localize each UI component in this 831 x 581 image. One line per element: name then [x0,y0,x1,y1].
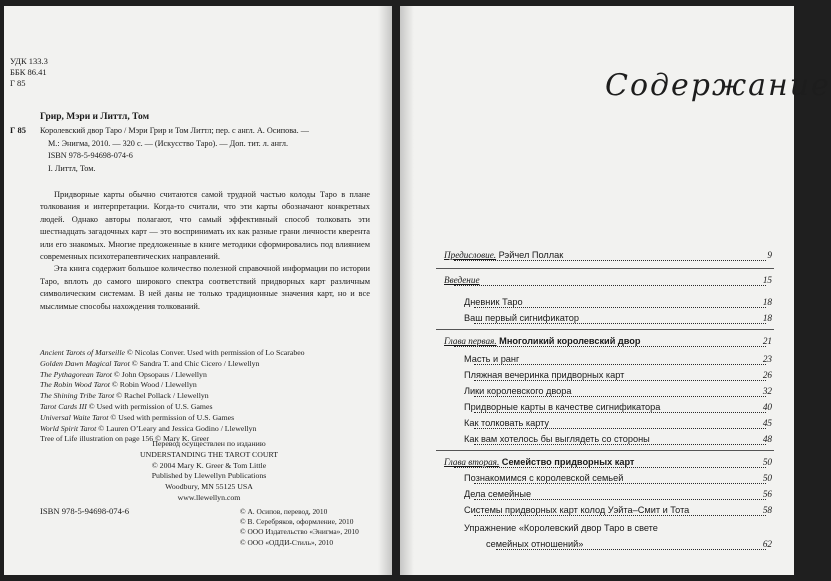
bbk-line: ББК 86.41 [10,67,47,77]
dot-leader [474,364,766,365]
toc-entry-label [464,354,521,364]
toc-heading-prefix: Предисловие. [444,250,497,260]
annotation-paragraph: Придворные карты обычно считаются самой трудной частью колоды Таро в плане толкования и интерпретации. Когда-то считали, что эти карты обозначают конкретных людей. Однако авторы полагают, что самый эффективный способ толковать эти шестнадцать загадочных карт — это воспринимать их как разные грани личности кверента или его знакомых. Многие предложенные в книге методики сформировались под влиянием современных психотерапевтических направлений. [40,190,370,262]
deck-title: Ancient Tarots of Marseille [40,348,125,357]
section-divider [436,329,774,330]
credit-line [40,370,305,381]
toc-page-number: 9 [767,250,772,260]
original-edition-info [124,439,294,504]
toc-heading-prefix: Введение [444,275,480,285]
toc-page-number: 45 [762,418,772,428]
toc-entry[interactable] [400,418,794,434]
credit-line [40,413,305,424]
toc-entry[interactable] [400,473,794,489]
toc-entry-text: Упражнение «Королевский двор Таро в свете [464,523,658,533]
copyright-line: © ООО Издательство «Энигма», 2010 [240,527,359,537]
copyright-block [240,507,359,548]
credit-text: © Robin Wood / Llewellyn [109,380,197,390]
dot-leader [454,285,766,286]
orig-line: Published by Llewellyn Publications [151,471,267,481]
toc-entry-text: Дела семейные [464,489,532,499]
toc-entry-label [464,489,533,499]
annotation-paragraph: Эта книга содержит большое количество полезной справочной информации по истории Таро, вплоть до самого широкого спектра соответствий придворных карт различным символическим системам. В ней даны не только традиционные значения карт, но и все мыслимые способы нахождения толкований. [40,264,370,311]
toc-entry-label [464,505,691,515]
bibliographic-record [40,125,309,175]
toc-chapter-entry[interactable] [400,336,794,352]
toc-entry-text: Как вам хотелось бы выглядеть со стороны [464,434,650,444]
toc-entry[interactable] [400,313,794,329]
credit-line [40,391,305,402]
toc-page-number: 50 [762,473,772,483]
dot-leader [454,260,766,261]
toc-entry[interactable] [400,402,794,418]
author-heading: Грир, Мэри и Литтл, Том [40,112,150,122]
toc-entry-text: Рэйчел Поллак [496,250,564,260]
toc-page-number: 56 [762,489,772,499]
credit-line [40,348,305,359]
toc-page-number: 23 [762,354,772,364]
isbn-line: ISBN 978-5-94698-074-6 [48,151,133,160]
toc-entry-text: Лики королевского двора [464,386,572,396]
toc-page-number: 48 [762,434,772,444]
toc-entry-text: Семейство придворных карт [499,457,635,467]
toc-entry-label [464,370,626,380]
toc-entry-label [444,275,482,285]
author-mark: Г 85 [10,78,26,88]
biblio-line: Королевский двор Таро / Мэри Грир и Том Литтл; пер. с англ. А. Осипова. — [40,126,309,135]
orig-line: Woodbury, MN 55125 USA [165,482,253,492]
credit-line [40,380,305,391]
credit-text: © Used with permission of U.S. Games [108,412,235,422]
toc-entry-label [464,386,573,396]
dot-leader [474,412,766,413]
deck-title: Universal Waite Tarot [40,412,109,422]
illustration-credits [40,348,305,445]
toc-page-number: 50 [762,457,772,467]
orig-line: UNDERSTANDING THE TAROT COURT [140,449,278,459]
udk-line: УДК 133.3 [10,56,48,66]
toc-entry[interactable] [400,489,794,505]
toc-chapter-entry[interactable] [400,275,794,291]
toc-entry-text: Как толковать карту [464,418,550,428]
toc-entry-label [464,473,625,483]
annotation [40,189,370,313]
dot-leader [474,396,766,397]
dot-leader [474,499,766,500]
dot-leader [474,323,766,324]
isbn-bottom: ISBN 978-5-94698-074-6 [40,506,130,516]
toc-entry-text: Дневник Таро [464,297,523,307]
toc-entry-label [464,418,551,428]
toc-entry-label [464,434,652,444]
toc-entry-text: Пляжная вечеринка придворных карт [464,370,625,380]
toc-chapter-entry[interactable] [400,457,794,473]
biblio-line: I. Литтл, Том. [48,163,96,173]
toc-page-number: 18 [762,297,772,307]
toc-entry-label [444,336,642,346]
credit-line [40,402,305,413]
toc-entry-label [444,250,565,260]
dot-leader [474,307,766,308]
toc-entry[interactable] [400,354,794,370]
biblio-line: М.: Энигма, 2010. — 320 с. — (Искусство Таро). — Доп. тит. л. англ. [48,138,289,148]
toc-entry[interactable] [400,297,794,313]
toc-entry-text: Познакомимся с королевской семьей [464,473,624,483]
toc-title: Содержание [605,68,831,103]
toc-entry-label [464,313,581,323]
toc-entry-text: Ваш первый сигнификатор [464,313,579,323]
toc-heading-prefix: Глава первая. [444,336,497,346]
dot-leader [454,467,766,468]
toc-chapter-entry[interactable] [400,250,794,266]
toc-page-number: 15 [762,275,772,285]
toc-entry[interactable] [400,434,794,450]
credit-text: © Sandra T. and Chic Cicero / Llewellyn [129,358,260,368]
credit-text: © Used with permission of U.S. Games [86,401,213,411]
credit-text: © Lauren O’Leary and Jessica Godino / Llewellyn [96,423,257,433]
toc-page-number: 58 [762,505,772,515]
orig-line: Перевод осуществлен по изданию [152,439,266,448]
deck-title: The Pythagorean Tarot [40,369,112,379]
deck-title: The Shining Tribe Tarot [40,391,115,401]
toc-entry-label [444,457,636,467]
dot-leader [474,428,766,429]
deck-title: Tarot Cards III [40,401,87,411]
section-divider [436,450,774,451]
toc-entry[interactable] [400,505,794,521]
dot-leader [474,515,766,516]
credit-line [40,424,305,435]
toc-entry-label [486,539,585,549]
toc-entry-text: Многоликий королевский двор [496,336,641,346]
deck-title: The Robin Wood Tarot [40,380,110,390]
toc-entry[interactable] [400,386,794,402]
copyright-line: © ООО «ОДДИ-Стиль», 2010 [240,537,334,547]
toc-entry-text: Придворные карты в качестве сигнификатора [464,402,661,412]
toc-entry-label [464,523,660,533]
toc-entry-text: семейных отношений» [486,539,584,549]
toc-page-number: 40 [762,402,772,412]
toc-page-number: 62 [762,539,772,549]
orig-line: www.llewellyn.com [177,492,241,502]
toc-entry-label [464,402,662,412]
dot-leader [474,483,766,484]
toc-heading-prefix: Глава вторая. [444,457,500,467]
toc-entry-text: Масть и ранг [464,354,520,364]
toc-entry[interactable] [400,370,794,386]
credit-text: © John Opsopaus / Llewellyn [111,369,207,379]
toc-entry-text: Системы придворных карт колод Уэйта–Смит и Тота [464,505,690,515]
dot-leader [474,444,766,445]
toc-page-number: 32 [762,386,772,396]
toc-entry[interactable] [400,539,794,555]
right-page [400,6,831,575]
orig-line: © 2004 Mary K. Greer & Tom Little [151,460,267,470]
dot-leader [474,380,766,381]
copyright-line: © В. Серебряков, оформление, 2010 [240,517,354,527]
left-page [4,6,392,575]
credit-text: © Rachel Pollack / Llewellyn [114,391,209,401]
udk-block [10,56,48,89]
author-mark-side: Г 85 [10,125,27,135]
toc-page-number: 26 [762,370,772,380]
toc-page-number: 21 [762,336,772,346]
dot-leader [496,549,766,550]
dot-leader [454,346,766,347]
section-divider [436,268,774,269]
credit-line [40,359,305,370]
gutter-shadow [378,6,392,575]
credit-text: © Nicolas Conver. Used with permission of Lo Scarabeo [124,348,305,357]
toc-page-number: 18 [762,313,772,323]
deck-title: World Spirit Tarot [40,423,97,433]
copyright-line: © А. Осипов, перевод, 2010 [240,507,328,516]
toc-entry-label [464,297,525,307]
deck-title: Golden Dawn Magical Tarot [40,358,130,368]
credit-text: Tree of Life illustration on page 156 © Mary K. Greer [40,434,210,444]
toc-entry[interactable] [400,523,794,539]
